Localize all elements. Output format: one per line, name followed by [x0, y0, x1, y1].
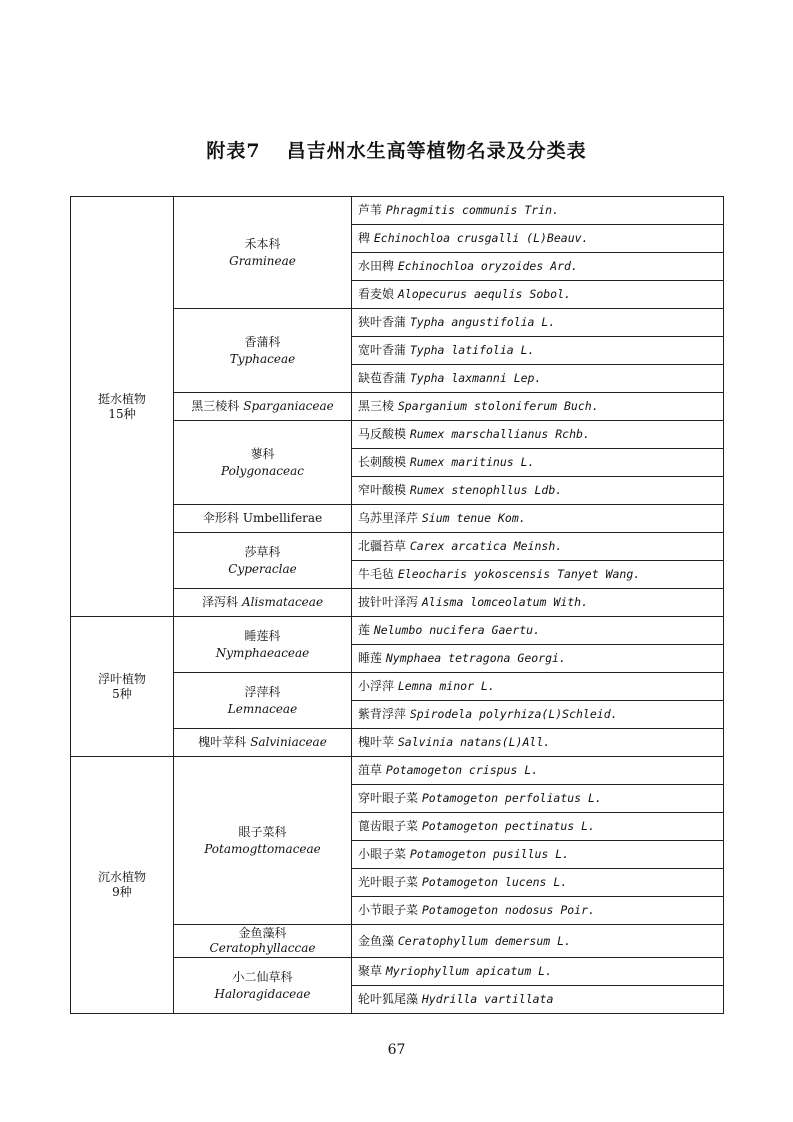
- family-cell: [174, 421, 352, 505]
- family-latin: Gramineae: [229, 253, 296, 268]
- species-cn: 轮叶狐尾藻: [358, 992, 419, 1006]
- family-latin: Potamogttomaceae: [204, 841, 321, 856]
- family-cn: 伞形科: [202, 511, 239, 525]
- species-cn: 看麦娘: [358, 287, 395, 301]
- family-latin: Cyperaclae: [228, 561, 297, 576]
- species-latin: Potamogeton pectinatus L.: [421, 819, 595, 833]
- family-cell: [174, 309, 352, 393]
- species-latin: Potamogeton lucens L.: [421, 875, 568, 889]
- group-count: 15种: [108, 406, 136, 421]
- family-cell: [174, 958, 352, 1014]
- table-number: 附表7: [206, 140, 261, 162]
- family-cell: [174, 673, 352, 729]
- species-latin: Sparganium stoloniferum Buch.: [397, 399, 599, 413]
- species-cell: [352, 477, 724, 505]
- species-cell: [352, 533, 724, 561]
- family-latin: Nymphaeaceae: [215, 645, 310, 660]
- family-cn: 浮萍科: [244, 684, 281, 699]
- species-cell: [352, 561, 724, 589]
- species-latin: Hydrilla vartillata: [421, 992, 554, 1006]
- species-cell: [352, 197, 724, 225]
- species-latin: Typha latifolia L.: [409, 343, 535, 357]
- species-latin: Echinochloa crusgalli (L)Beauv.: [373, 231, 589, 245]
- species-latin: Salvinia natans(L)All.: [397, 735, 551, 749]
- family-cn: 小二仙草科: [232, 969, 293, 984]
- family-cn: 香蒲科: [244, 334, 281, 349]
- species-cell: [352, 701, 724, 729]
- species-cn: 北疆苔草: [358, 539, 407, 553]
- species-latin: Phragmitis communis Trin.: [385, 203, 559, 217]
- group-name: 挺水植物: [97, 391, 146, 406]
- group-name: 沉水植物: [97, 870, 146, 884]
- species-cn: 乌苏里泽芹: [358, 511, 419, 525]
- species-cell: [352, 253, 724, 281]
- species-cell: [352, 869, 724, 897]
- family-latin: Lemnaceae: [227, 701, 298, 716]
- species-cell: [352, 617, 724, 645]
- species-cell: [352, 785, 724, 813]
- group-name: 浮叶植物: [97, 671, 146, 686]
- species-cn: 牛毛毡: [358, 567, 395, 581]
- page-number: 67: [387, 1042, 406, 1058]
- species-cn: 槐叶苹: [358, 735, 395, 749]
- family-cn: 槐叶苹科: [198, 735, 247, 749]
- group-cell: [71, 617, 174, 757]
- species-cell: [352, 897, 724, 925]
- family-latin: Polygonaceac: [221, 463, 304, 478]
- species-cn: 黑三棱: [358, 399, 395, 413]
- species-cn: 聚草: [358, 964, 383, 978]
- species-table: [70, 196, 724, 1014]
- family-cell: [174, 505, 352, 533]
- family-latin: Haloragidaceae: [214, 986, 311, 1001]
- species-latin: Potamogeton pusillus L.: [409, 847, 570, 861]
- species-latin: Eleocharis yokoscensis Tanyet Wang.: [397, 567, 641, 581]
- species-latin: Potamogeton crispus L.: [385, 763, 539, 777]
- family-latin: Alismataceae: [241, 595, 324, 609]
- species-latin: Typha angustifolia L.: [409, 315, 556, 329]
- species-cell: [352, 958, 724, 986]
- family-cell: [174, 589, 352, 617]
- species-latin: Lemna minor L.: [397, 679, 495, 693]
- table-row: [71, 197, 724, 225]
- species-cn: 小节眼子菜: [358, 903, 419, 917]
- species-cn: 小眼子菜: [358, 847, 407, 861]
- species-cn: 穿叶眼子菜: [358, 791, 419, 805]
- table-row: [71, 617, 724, 645]
- species-cell: [352, 813, 724, 841]
- species-cell: [352, 729, 724, 757]
- table-row: [71, 757, 724, 785]
- family-cell: [174, 393, 352, 421]
- species-cn: 稗: [358, 231, 371, 245]
- group-cell: [71, 757, 174, 1014]
- family-cn: 眼子菜科: [238, 824, 287, 839]
- species-latin: Alopecurus aequlis Sobol.: [397, 287, 571, 301]
- species-cn: 披针叶泽泻: [358, 595, 419, 609]
- species-cell: [352, 673, 724, 701]
- species-cell: [352, 365, 724, 393]
- species-cell: [352, 841, 724, 869]
- group-count: 5种: [112, 686, 132, 701]
- species-latin: Potamogeton nodosus Poir.: [421, 903, 595, 917]
- species-cn: 金鱼藻: [358, 933, 395, 948]
- species-cell: [352, 337, 724, 365]
- species-latin: Potamogeton perfoliatus L.: [421, 791, 602, 805]
- family-cell: [174, 925, 352, 958]
- family-latin: Umbelliferae: [242, 511, 323, 525]
- species-cell: [352, 281, 724, 309]
- family-cn: 黑三棱科: [191, 399, 240, 413]
- species-cell: [352, 645, 724, 673]
- species-cn: 马反酸模: [358, 427, 407, 441]
- species-cn: 光叶眼子菜: [358, 875, 419, 889]
- species-latin: Typha laxmanni Lep.: [409, 371, 542, 385]
- species-cn: 睡莲: [358, 651, 383, 665]
- family-cell: [174, 533, 352, 589]
- species-cell: [352, 757, 724, 785]
- family-latin: Ceratophyllaccae: [209, 941, 316, 955]
- species-cell: [352, 449, 724, 477]
- species-cn: 窄叶酸模: [358, 483, 407, 497]
- species-latin: Alisma lomceolatum With.: [421, 595, 589, 609]
- family-latin: Typhaceae: [229, 351, 296, 366]
- species-cell: [352, 393, 724, 421]
- family-cn: 蓼科: [250, 446, 275, 461]
- species-latin: Carex arcatica Meinsh.: [409, 539, 563, 553]
- species-latin: Myriophyllum apicatum L.: [385, 964, 553, 978]
- species-cn: 芦苇: [358, 203, 383, 217]
- species-cn: 蓖齿眼子菜: [358, 819, 419, 833]
- family-cell: [174, 617, 352, 673]
- species-cell: [352, 589, 724, 617]
- species-latin: Spirodela polyrhiza(L)Schleid.: [409, 707, 618, 721]
- species-cell: [352, 986, 724, 1014]
- species-cn: 长刺酸模: [358, 455, 407, 469]
- species-cn: 莲: [358, 623, 371, 637]
- species-latin: Sium tenue Kom.: [421, 511, 526, 525]
- species-latin: Nymphaea tetragona Georgi.: [385, 651, 566, 665]
- species-cell: [352, 225, 724, 253]
- table-title-text: 昌吉州水生高等植物名录及分类表: [286, 140, 587, 162]
- family-cn: 莎草科: [244, 544, 281, 559]
- group-cell: [71, 197, 174, 617]
- species-cell: [352, 309, 724, 337]
- species-cell: [352, 421, 724, 449]
- family-latin: Salviniaceae: [250, 735, 327, 749]
- species-latin: Nelumbo nucifera Gaertu.: [373, 623, 541, 637]
- species-cn: 紫背浮萍: [358, 707, 407, 721]
- species-cn: 小浮萍: [358, 679, 395, 693]
- species-latin: Rumex marschallianus Rchb.: [409, 427, 590, 441]
- species-cn: 水田稗: [358, 259, 395, 273]
- family-cn: 睡莲科: [244, 628, 281, 643]
- species-latin: Echinochloa oryzoides Ard.: [397, 259, 578, 273]
- family-cn: 禾本科: [244, 236, 281, 251]
- species-cn: 宽叶香蒲: [358, 343, 407, 357]
- species-latin: Ceratophyllum demersum L.: [397, 933, 571, 948]
- table-title: [0, 136, 793, 163]
- group-count: 9种: [112, 885, 132, 899]
- family-cell: [174, 757, 352, 925]
- species-cell: [352, 505, 724, 533]
- family-cell: [174, 729, 352, 757]
- family-cn: 金鱼藻科: [238, 926, 287, 940]
- species-latin: Rumex stenophllus Ldb.: [409, 483, 563, 497]
- family-latin: Sparganiaceae: [243, 399, 334, 413]
- species-cn: 缺苞香蒲: [358, 371, 407, 385]
- species-cn: 菹草: [358, 763, 383, 777]
- family-cn: 泽泻科: [201, 595, 238, 609]
- species-cell: [352, 925, 724, 958]
- species-latin: Rumex maritinus L.: [409, 455, 535, 469]
- family-cell: [174, 197, 352, 309]
- species-cn: 狭叶香蒲: [358, 315, 407, 329]
